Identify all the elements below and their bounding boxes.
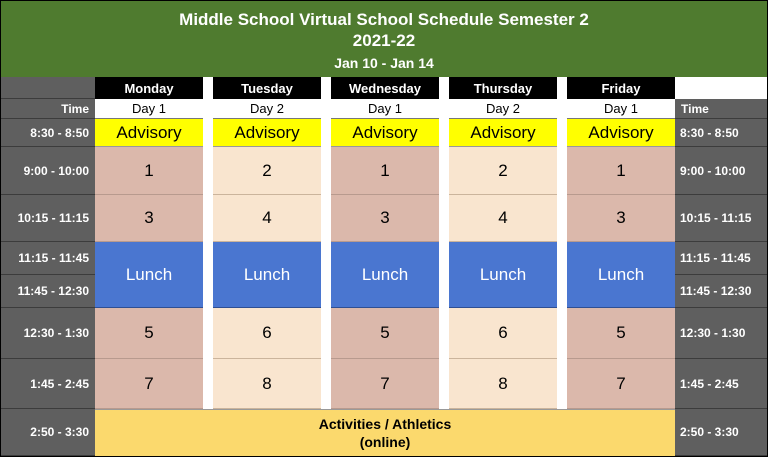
activities-band xyxy=(95,409,675,456)
right-time-0: 8:30 - 8:50 xyxy=(675,119,767,147)
lunch-wednesday: Lunch xyxy=(331,242,439,308)
period-wednesday-d: 7 xyxy=(331,359,439,409)
day-number-monday: Day 1 xyxy=(95,99,203,119)
lunch-friday: Lunch xyxy=(567,242,675,308)
period-thursday-d: 8 xyxy=(449,359,557,409)
right-time-1: 9:00 - 10:00 xyxy=(675,147,767,195)
period-monday-a: 1 xyxy=(95,147,203,195)
day-number-tuesday: Day 2 xyxy=(213,99,321,119)
day-header-friday: Friday xyxy=(567,77,675,99)
day-header-thursday: Thursday xyxy=(449,77,557,99)
date-range: Jan 10 - Jan 14 xyxy=(334,55,434,71)
period-tuesday-b: 4 xyxy=(213,195,321,242)
day-header-monday: Monday xyxy=(95,77,203,99)
day-header-wednesday: Wednesday xyxy=(331,77,439,99)
advisory-friday: Advisory xyxy=(567,119,675,147)
right-time-header: Time xyxy=(675,99,767,119)
lunch-thursday: Lunch xyxy=(449,242,557,308)
lunch-monday: Lunch xyxy=(95,242,203,308)
right-time-4: 11:45 - 12:30 xyxy=(675,275,767,308)
advisory-wednesday: Advisory xyxy=(331,119,439,147)
day-number-thursday: Day 2 xyxy=(449,99,557,119)
left-time-7: 2:50 - 3:30 xyxy=(1,409,95,456)
left-time-6: 1:45 - 2:45 xyxy=(1,359,95,409)
right-time-2: 10:15 - 11:15 xyxy=(675,195,767,242)
left-time-5: 12:30 - 1:30 xyxy=(1,308,95,359)
left-time-2: 10:15 - 11:15 xyxy=(1,195,95,242)
day-header-tuesday: Tuesday xyxy=(213,77,321,99)
period-friday-b: 3 xyxy=(567,195,675,242)
period-monday-b: 3 xyxy=(95,195,203,242)
left-time-header: Time xyxy=(1,99,95,119)
activities-label: Activities / Athletics xyxy=(318,416,452,432)
period-friday-c: 5 xyxy=(567,308,675,359)
right-time-7: 2:50 - 3:30 xyxy=(675,409,767,456)
period-wednesday-c: 5 xyxy=(331,308,439,359)
period-friday-a: 1 xyxy=(567,147,675,195)
left-time-1: 9:00 - 10:00 xyxy=(1,147,95,195)
advisory-thursday: Advisory xyxy=(449,119,557,147)
day-number-wednesday: Day 1 xyxy=(331,99,439,119)
day-number-friday: Day 1 xyxy=(567,99,675,119)
school-year: 2021-22 xyxy=(352,31,416,50)
left-corner xyxy=(1,77,95,99)
period-wednesday-a: 1 xyxy=(331,147,439,195)
right-time-6: 1:45 - 2:45 xyxy=(675,359,767,409)
lunch-tuesday: Lunch xyxy=(213,242,321,308)
right-time-5: 12:30 - 1:30 xyxy=(675,308,767,359)
left-time-0: 8:30 - 8:50 xyxy=(1,119,95,147)
advisory-tuesday: Advisory xyxy=(213,119,321,147)
left-time-4: 11:45 - 12:30 xyxy=(1,275,95,308)
left-time-3: 11:15 - 11:45 xyxy=(1,242,95,275)
advisory-monday: Advisory xyxy=(95,119,203,147)
period-thursday-a: 2 xyxy=(449,147,557,195)
right-time-3: 11:15 - 11:45 xyxy=(675,242,767,275)
period-wednesday-b: 3 xyxy=(331,195,439,242)
period-monday-c: 5 xyxy=(95,308,203,359)
period-tuesday-d: 8 xyxy=(213,359,321,409)
schedule-title: Middle School Virtual School Schedule Semester 2 xyxy=(179,10,589,29)
activities-note: (online) xyxy=(359,434,411,450)
period-monday-d: 7 xyxy=(95,359,203,409)
period-tuesday-c: 6 xyxy=(213,308,321,359)
period-thursday-b: 4 xyxy=(449,195,557,242)
period-tuesday-a: 2 xyxy=(213,147,321,195)
schedule-banner xyxy=(1,1,767,77)
period-friday-d: 7 xyxy=(567,359,675,409)
period-thursday-c: 6 xyxy=(449,308,557,359)
